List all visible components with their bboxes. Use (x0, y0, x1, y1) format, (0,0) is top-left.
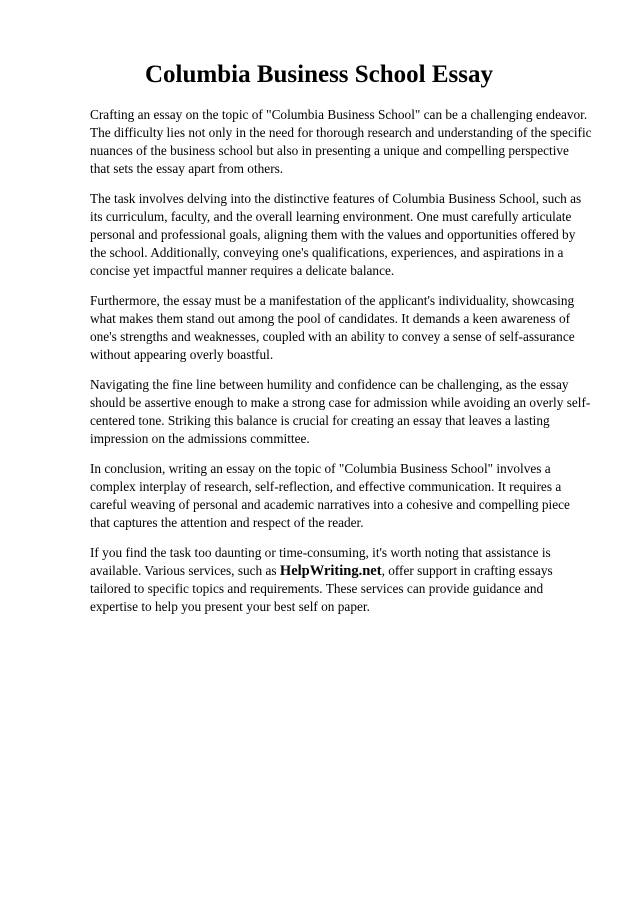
paragraph-individuality: Furthermore, the essay must be a manifestation of the applicant's individuality, showcasing what makes them stand out among the pool of candidates. It demands a keen awareness of one's strengths and weaknesses, coupled with an ability to convey a sense of self-assurance without appearing overly boastful. (90, 293, 575, 362)
paragraph-assistance (90, 544, 592, 616)
assistance-text-after: , offer support in crafting essays tailored to specific topics and requirements. These services can provide guidance and expertise to help you present your best self on paper. (90, 563, 553, 614)
helpwriting-brand-link[interactable]: HelpWriting.net (279, 563, 382, 579)
assistance-text-before: If you find the task too daunting or time-consuming, it's worth noting that assistance is available. Various services, such as (90, 545, 551, 578)
paragraph-intro: Crafting an essay on the topic of "Columbia Business School" can be a challenging endeavor. The difficulty lies not only in the need for thorough research and understanding of the specific nuances of the business school but also in presenting a unique and compelling perspective that sets the essay apart from others. (90, 107, 592, 176)
paragraph-balance: Navigating the fine line between humility and confidence can be challenging, as the essay should be assertive enough to make a strong case for admission while avoiding an overly self-centered tone. Striking this balance is crucial for creating an essay that leaves a lasting impression on the admissions committee. (90, 377, 591, 446)
document-title: Columbia Business School Essay (144, 61, 494, 88)
paragraph-task: The task involves delving into the distinctive features of Columbia Business School, such as its curriculum, faculty, and the overall learning environment. One must carefully articulate personal and professional goals, aligning them with the values and opportunities offered by the school. Additionally, conveying one's qualifications, experiences, and aspirations in a concise yet impactful manner requires a delicate balance. (90, 191, 582, 278)
paragraph-conclusion: In conclusion, writing an essay on the topic of "Columbia Business School" involves a complex interplay of research, self-reflection, and effective communication. It requires a careful weaving of personal and academic narratives into a cohesive and compelling piece that captures the attention and respect of the reader. (90, 461, 570, 530)
